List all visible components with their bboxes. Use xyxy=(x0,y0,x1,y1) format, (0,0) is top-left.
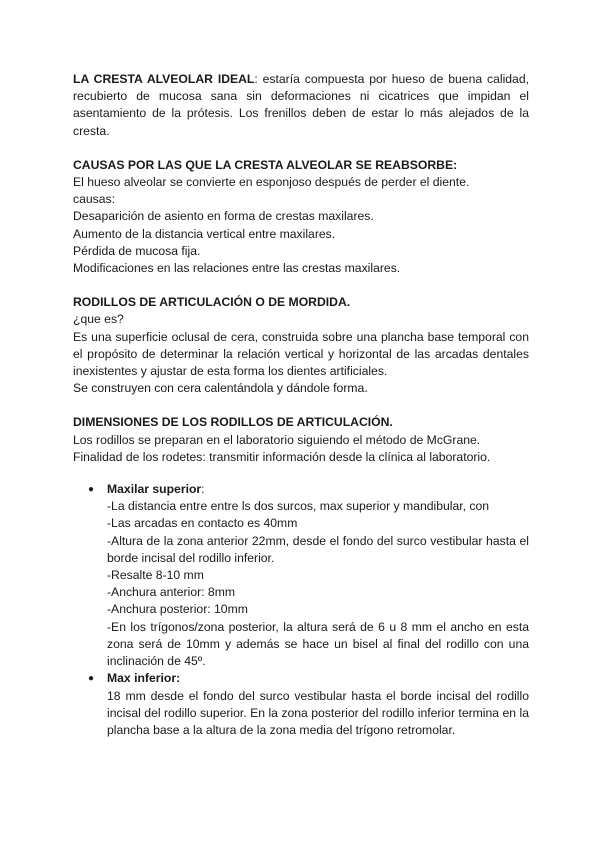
bullet-item: -Las arcadas en contacto es 40mm xyxy=(107,516,298,531)
causas-line: Modificaciones en las relaciones entre las crestas maxilares. xyxy=(73,261,401,276)
causas-line: Pérdida de mucosa fija. xyxy=(73,243,201,258)
causas-line: causas: xyxy=(73,192,116,207)
bullet-item: -Resalte 8-10 mm xyxy=(107,568,204,583)
bullet-item: -Anchura posterior: 10mm xyxy=(107,602,248,617)
rodillos-note: Se construyen con cera calentándola y dándole forma. xyxy=(73,381,368,396)
causas-line: El hueso alveolar se convierte en esponjoso después de perder el diente. xyxy=(73,175,470,190)
bullet-item: -La distancia entre entre ls dos surcos, max superior y mandibular, con xyxy=(107,499,490,514)
causas-title: CAUSAS POR LAS QUE LA CRESTA ALVEOLAR SE REABSORBE: xyxy=(73,157,458,172)
rodillos-section xyxy=(73,294,529,397)
causas-section xyxy=(73,157,529,277)
bullet-body xyxy=(107,688,529,740)
bullet-item: -En los trígonos/zona posterior, la altura será de 6 u 8 mm el ancho en esta zona será de 10mm y además se hace un bisel al final del rodillo con una inclinación de 45º. xyxy=(107,619,529,669)
intro-paragraph xyxy=(73,71,529,140)
bullet-title: Maxilar superior xyxy=(107,482,202,497)
intro-text: : estaría compuesta por hueso de buena calidad, recubierto de mucosa sana sin deformaciones ni cicatrices que impidan el asentamiento de la prótesis. Los frenillos deben de estar lo más alejados de la cresta. xyxy=(73,72,529,138)
bullet-item: -Altura de la zona anterior 22mm, desde el fondo del surco vestibular hasta el borde incisal del rodillo inferior. xyxy=(107,533,529,565)
bullet-maxilar-superior xyxy=(73,481,529,670)
bullet-item: -Anchura anterior: 8mm xyxy=(107,585,236,600)
bullet-body xyxy=(107,498,529,670)
intro-title: LA CRESTA ALVEOLAR IDEAL xyxy=(73,72,255,86)
rodillos-definition: Es una superficie oclusal de cera, construida sobre una plancha base temporal con el propósito de determinar la relación vertical y horizontal de las arcadas dentales inexistentes y ajustar de esta forma los dientes artificiales. xyxy=(73,329,529,379)
bullet-dot-icon: ● xyxy=(88,484,95,496)
causas-line: Aumento de la distancia vertical entre maxilares. xyxy=(73,226,336,241)
bullet-title: Max inferior: xyxy=(107,671,181,686)
dimensiones-bullet-list xyxy=(73,481,529,739)
bullet-dot-icon: ● xyxy=(88,673,95,685)
bullet-max-inferior xyxy=(73,670,529,739)
dimensiones-line: Finalidad de los rodetes: transmitir información desde la clínica al laboratorio. xyxy=(73,449,491,464)
rodillos-question: ¿que es? xyxy=(73,312,124,327)
document-page xyxy=(73,71,529,756)
causas-line: Desaparición de asiento en forma de crestas maxilares. xyxy=(73,209,374,224)
bullet-item: 18 mm desde el fondo del surco vestibular hasta el borde incisal del rodillo incisal del rodillo superior. En la zona posterior del rodillo inferior termina en la plancha base a la altura de la zona media del trígono retromolar. xyxy=(107,688,529,737)
bullet-title-suffix: : xyxy=(201,482,205,497)
dimensiones-title: DIMENSIONES DE LOS RODILLOS DE ARTICULACIÓN. xyxy=(73,415,393,430)
rodillos-title: RODILLOS DE ARTICULACIÓN O DE MORDIDA. xyxy=(73,295,351,310)
dimensiones-section xyxy=(73,414,529,739)
dimensiones-line: Los rodillos se preparan en el laboratorio siguiendo el método de McGrane. xyxy=(73,432,481,447)
